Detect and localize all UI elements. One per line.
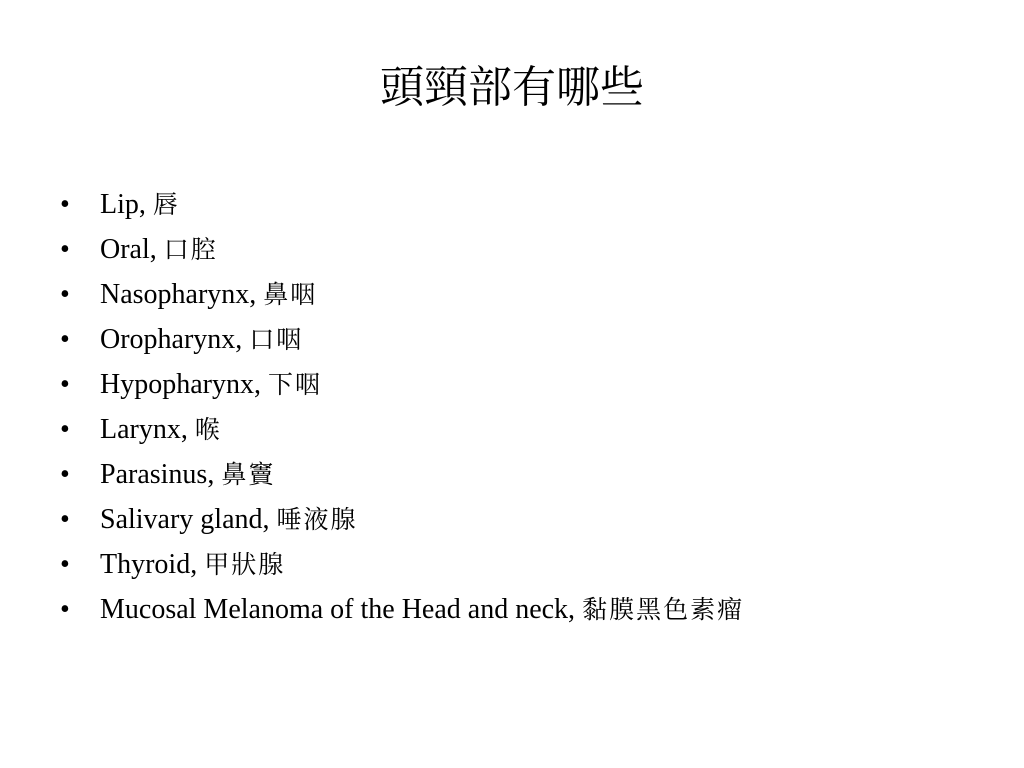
list-item — [60, 452, 744, 497]
bullet-icon: • — [60, 459, 70, 490]
item-chinese-label: 口腔 — [163, 235, 218, 264]
item-english-label: Thyroid, — [100, 549, 198, 580]
item-english-label: Oral, — [100, 234, 157, 265]
item-chinese-label: 口咽 — [249, 325, 304, 354]
list-item — [60, 542, 744, 587]
item-chinese-label: 唇 — [152, 190, 180, 219]
list-item — [60, 182, 744, 227]
bullet-icon: • — [60, 324, 70, 355]
item-english-label: Oropharynx, — [100, 324, 243, 355]
item-english-label: Nasopharynx, — [100, 279, 257, 310]
bullet-icon: • — [60, 189, 70, 220]
bullet-icon: • — [60, 369, 70, 400]
item-chinese-label: 喉 — [194, 415, 222, 444]
bullet-icon: • — [60, 549, 70, 580]
list-item — [60, 272, 744, 317]
item-english-label: Parasinus, — [100, 459, 215, 490]
item-chinese-label: 唾液腺 — [276, 505, 358, 534]
item-english-label: Hypopharynx, — [100, 369, 261, 400]
item-english-label: Salivary gland, — [100, 504, 270, 535]
item-english-label: Mucosal Melanoma of the Head and neck, — [100, 594, 576, 625]
bullet-icon: • — [60, 504, 70, 535]
bullet-list — [60, 182, 744, 632]
item-english-label: Larynx, — [100, 414, 188, 445]
item-chinese-label: 鼻竇 — [221, 460, 276, 489]
list-item — [60, 317, 744, 362]
list-item — [60, 362, 744, 407]
item-chinese-label: 下咽 — [267, 370, 322, 399]
item-english-label: Lip, — [100, 189, 146, 220]
list-item — [60, 227, 744, 272]
item-chinese-label: 黏膜黑色素瘤 — [582, 595, 745, 624]
item-chinese-label: 鼻咽 — [263, 280, 318, 309]
slide-title: 頭頸部有哪些 — [380, 62, 644, 113]
list-item — [60, 587, 744, 632]
bullet-icon: • — [60, 279, 70, 310]
list-item — [60, 497, 744, 542]
list-item — [60, 407, 744, 452]
bullet-icon: • — [60, 594, 70, 625]
item-chinese-label: 甲狀腺 — [204, 550, 286, 579]
bullet-icon: • — [60, 414, 70, 445]
bullet-icon: • — [60, 234, 70, 265]
